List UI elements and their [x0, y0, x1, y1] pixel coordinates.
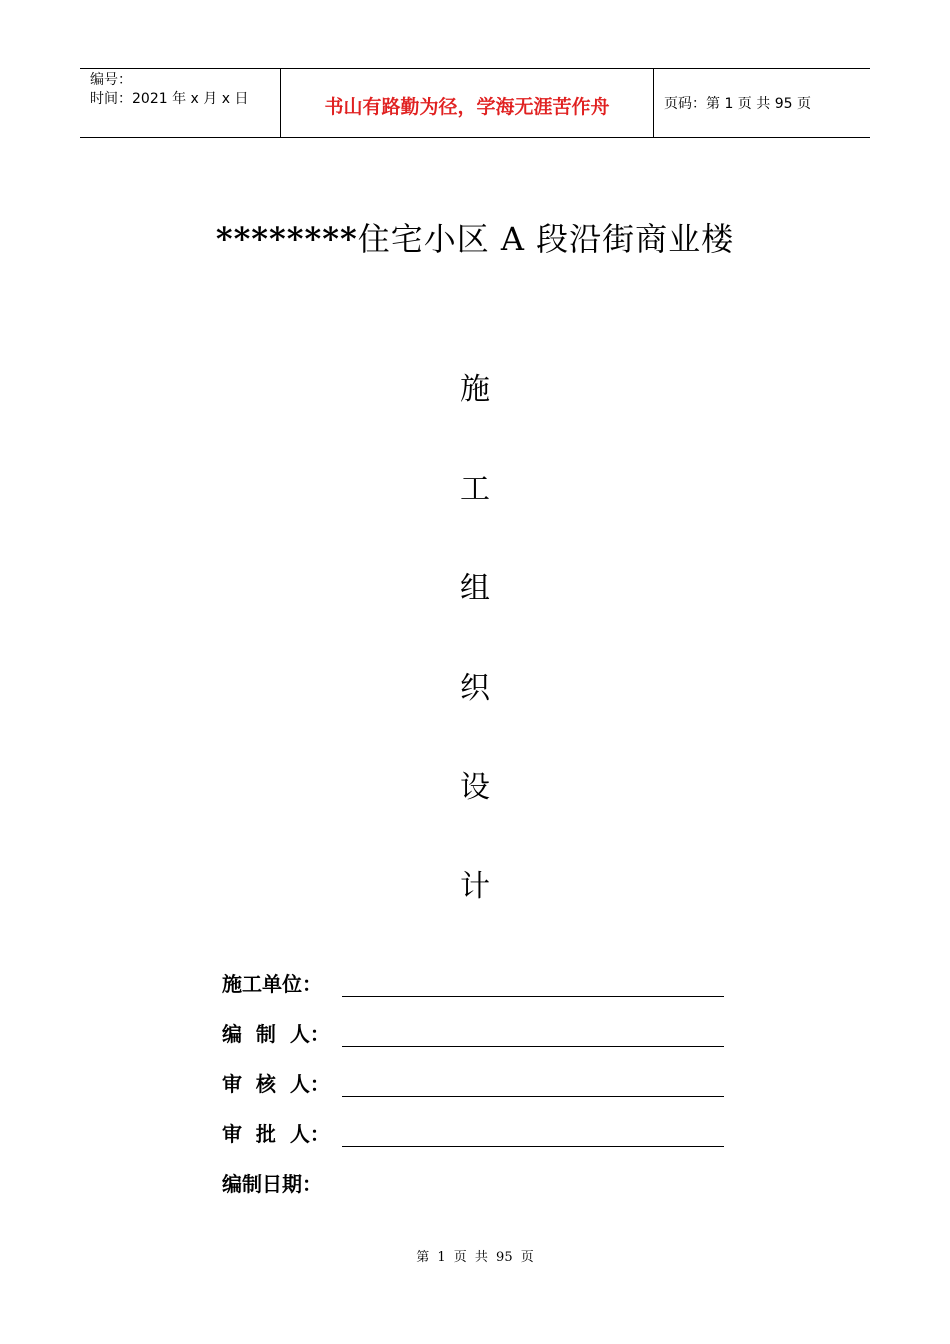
page-footer: 第 1 页 共 95 页 — [416, 1250, 534, 1265]
signature-row-date — [222, 1168, 340, 1197]
document-date-label: 时间：2021 年 x 月 x 日 — [90, 91, 249, 107]
header-motto: 书山有路勤为径，学海无涯苦作舟 — [281, 69, 654, 137]
signature-label: 编制日期： — [222, 1172, 322, 1196]
signature-line — [342, 1074, 724, 1097]
title-masked-name: ******** — [215, 220, 358, 258]
signature-label: 编 制 人： — [222, 1022, 330, 1046]
subtitle-char: 织 — [460, 671, 490, 706]
signature-line — [342, 1124, 724, 1147]
signature-label: 审 核 人： — [222, 1072, 330, 1096]
signature-row-author — [222, 1018, 724, 1047]
header-meta-cell — [80, 69, 281, 137]
header-page-info: 页码：第 1 页 共 95 页 — [664, 96, 811, 112]
subtitle-char: 设 — [460, 770, 490, 805]
document-number-label: 编号： — [90, 72, 132, 88]
title-text: 住宅小区 A 段沿街商业楼 — [357, 220, 735, 258]
signature-row-approver — [222, 1118, 724, 1147]
signature-label: 审 批 人： — [222, 1122, 330, 1146]
signature-label: 施工单位： — [222, 972, 322, 996]
signature-row-reviewer — [222, 1068, 724, 1097]
page-header — [80, 68, 870, 138]
signature-line — [342, 974, 724, 997]
signature-line — [342, 1024, 724, 1047]
subtitle-char: 工 — [460, 472, 490, 507]
subtitle-char: 组 — [460, 571, 490, 606]
subtitle-char: 施 — [460, 372, 490, 407]
document-title — [0, 214, 950, 260]
signature-row-unit — [222, 968, 724, 997]
subtitle-char: 计 — [460, 869, 490, 904]
